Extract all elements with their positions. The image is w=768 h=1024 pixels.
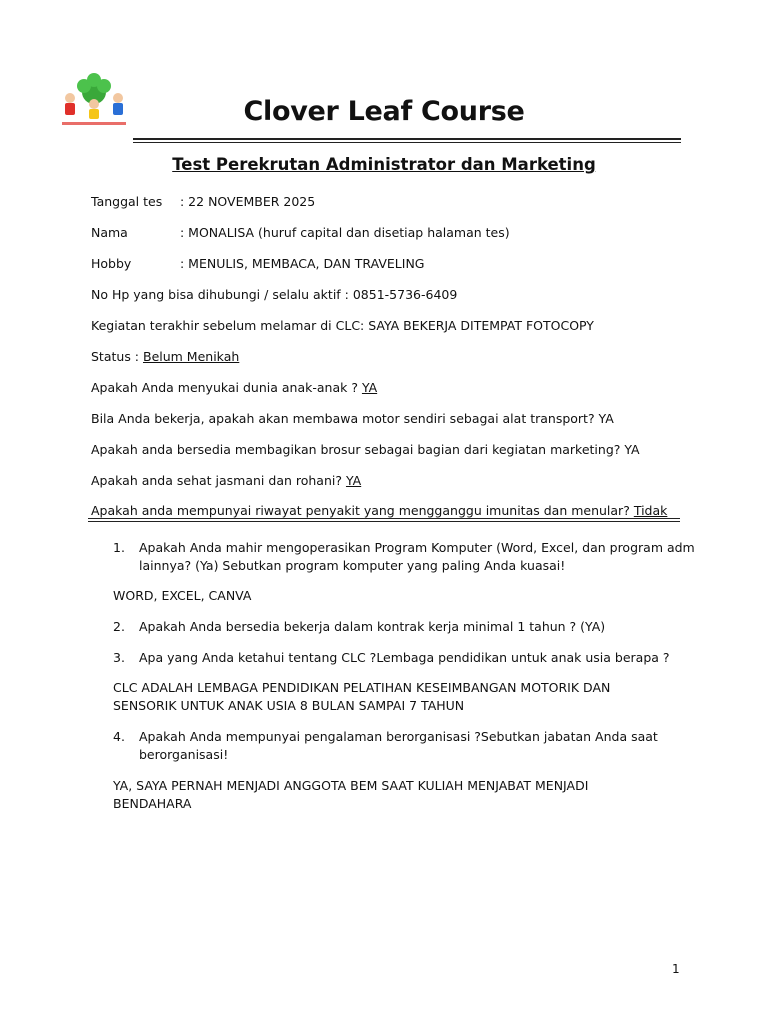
field-tanggal [91, 194, 315, 209]
field-value: : 22 NOVEMBER 2025 [180, 194, 316, 209]
yesno-answer: YA [361, 380, 378, 395]
yesno-item [91, 411, 614, 426]
status-value: Belum Menikah [143, 349, 240, 364]
section-divider [88, 518, 680, 519]
yesno-item [91, 503, 667, 518]
question-text: Apakah Anda bersedia bekerja dalam kontrak kerja minimal 1 tahun ? (YA) [139, 619, 606, 634]
question-text: Apa yang Anda ketahui tentang CLC ?Lembaga pendidikan untuk anak usia berapa ? [139, 650, 670, 665]
question-text: Apakah Anda mempunyai pengalaman berorganisasi ?Sebutkan jabatan Anda saat [139, 729, 658, 744]
field-last-activity: Kegiatan terakhir sebelum melamar di CLC: SAYA BEKERJA DITEMPAT FOTOCOPY [91, 318, 594, 333]
yesno-answer: Tidak [633, 503, 668, 518]
question-1 [113, 540, 695, 573]
question-2 [113, 619, 605, 634]
title-divider [133, 138, 681, 140]
field-value: : MENULIS, MEMBACA, DAN TRAVELING [180, 256, 425, 271]
question-text-cont: lainnya? (Ya) Sebutkan program komputer yang paling Anda kuasai! [139, 558, 566, 573]
page-title: Clover Leaf Course [243, 96, 525, 127]
field-nama [91, 225, 510, 240]
question-number: 4. [113, 729, 125, 744]
field-phone: No Hp yang bisa dihubungi / selalu aktif : 0851-5736-6409 [91, 287, 458, 302]
question-number: 2. [113, 619, 125, 634]
yesno-question: Apakah anda mempunyai riwayat penyakit yang mengganggu imunitas dan menular? [91, 503, 634, 518]
yesno-question: Apakah anda sehat jasmani dan rohani? [91, 473, 346, 488]
yesno-question: Bila Anda bekerja, apakah akan membawa motor sendiri sebagai alat transport? YA [91, 411, 614, 426]
field-label: Nama [91, 225, 128, 240]
question-number: 3. [113, 650, 125, 665]
question-3 [113, 650, 670, 665]
title-divider-thin [133, 142, 681, 143]
answer-1: WORD, EXCEL, CANVA [113, 588, 252, 603]
status-label: Status : [91, 349, 143, 364]
yesno-item [91, 442, 640, 457]
field-value: : MONALISA (huruf capital dan disetiap halaman tes) [180, 225, 510, 240]
yesno-question: Apakah Anda menyukai dunia anak-anak ? [91, 380, 362, 395]
question-text: Apakah Anda mahir mengoperasikan Program Komputer (Word, Excel, dan program adm [139, 540, 695, 555]
question-text-cont: berorganisasi! [139, 747, 229, 762]
field-label: Tanggal tes [91, 194, 163, 209]
field-status [91, 349, 239, 364]
question-number: 1. [113, 540, 125, 555]
test-subtitle: Test Perekrutan Administrator dan Marketing [172, 155, 596, 174]
yesno-item [91, 473, 361, 488]
field-label: Hobby [91, 256, 132, 271]
section-divider-thin [88, 521, 680, 522]
yesno-question: Apakah anda bersedia membagikan brosur sebagai bagian dari kegiatan marketing? YA [91, 442, 640, 457]
answer-3: CLC ADALAH LEMBAGA PENDIDIKAN PELATIHAN KESEIMBANGAN MOTORIK DAN SENSORIK UNTUK ANAK USIA 8 BULAN SAMPAI 7 TAHUN [113, 680, 611, 713]
yesno-answer: YA [345, 473, 362, 488]
page-number: 1 [672, 962, 680, 976]
yesno-item [91, 380, 377, 395]
answer-4: YA, SAYA PERNAH MENJADI ANGGOTA BEM SAAT KULIAH MENJABAT MENJADI BENDAHARA [113, 778, 589, 811]
question-4 [113, 729, 658, 762]
field-hobby [91, 256, 424, 271]
